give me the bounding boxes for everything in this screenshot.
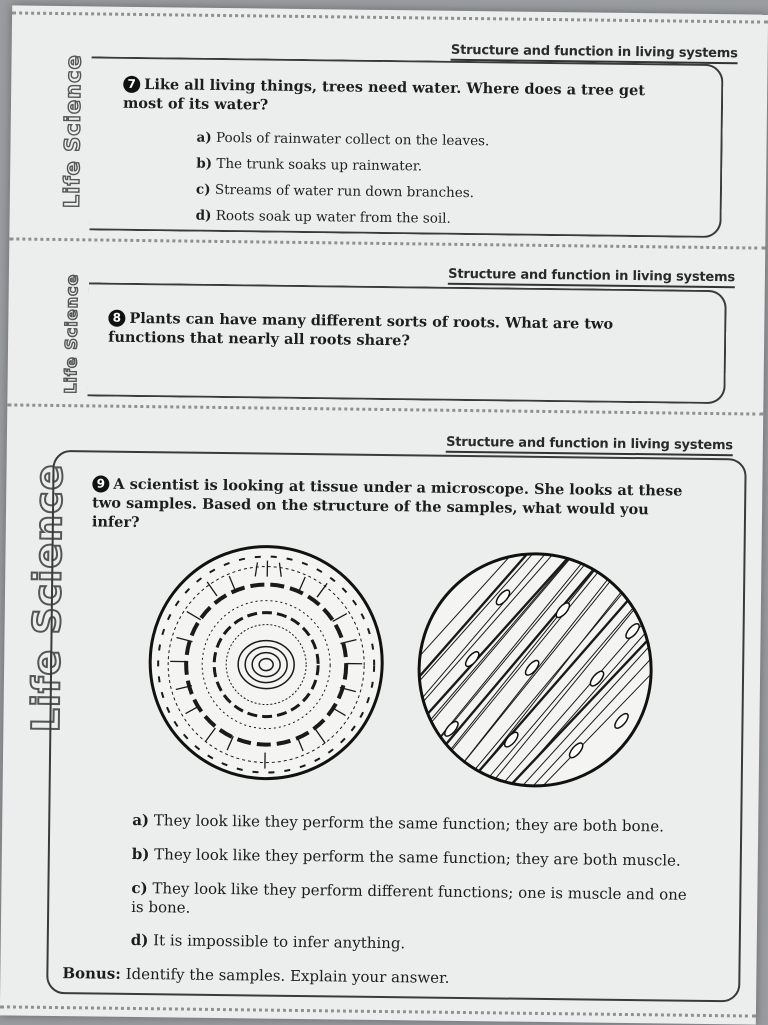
answer-option: c) They look like they perform different functions; one is muscle and one is bone. [131,878,687,917]
answer-option: b) They look like they perform the same function; they are both muscle. [131,844,681,870]
question-card-9 [0,407,763,1014]
question-card-8 [7,241,765,410]
card-topic: Structure and function in living systems [446,435,733,457]
muscle-tissue-illustration [411,548,660,791]
answer-option: c) Streams of water run down branches. [195,181,475,202]
answer-option: b) The trunk soaks up rainwater. [196,155,423,175]
answer-option: d) It is impossible to infer anything. [130,930,406,953]
answer-option: d) Roots soak up water from the soil. [195,207,451,227]
question-number-badge: 9 [92,475,109,492]
question-text: 9 A scientist is looking at tissue under a microscope. She looks at these two samples. Based on the structure of the samples, what would you infer? [91,475,683,532]
answer-option: a) Pools of rainwater collect on the leaves. [196,129,490,150]
question-number-badge: 8 [108,310,125,327]
question-text: 7 Like all living things, trees need water. Where does a tree get most of its water? [122,76,646,114]
card-topic: Structure and function in living systems [451,43,738,65]
question-number-badge: 7 [123,76,140,93]
question-card-7 [9,15,768,244]
question-text: 8 Plants can have many different sorts of roots. What are two functions that nearly all roots share? [108,309,614,350]
bone-tissue-illustration [145,541,388,784]
card-side-label: Life Science [23,463,71,733]
card-side-label: Life Science [59,54,86,209]
answer-option: a) They look like they perform the same function; they are both bone. [132,810,665,836]
card-topic: Structure and function in living systems [448,267,735,289]
bonus-question: Bonus: Identify the samples. Explain your answer. [62,964,450,987]
card-side-label: Life Science [60,272,82,394]
worksheet-page [0,5,768,1024]
